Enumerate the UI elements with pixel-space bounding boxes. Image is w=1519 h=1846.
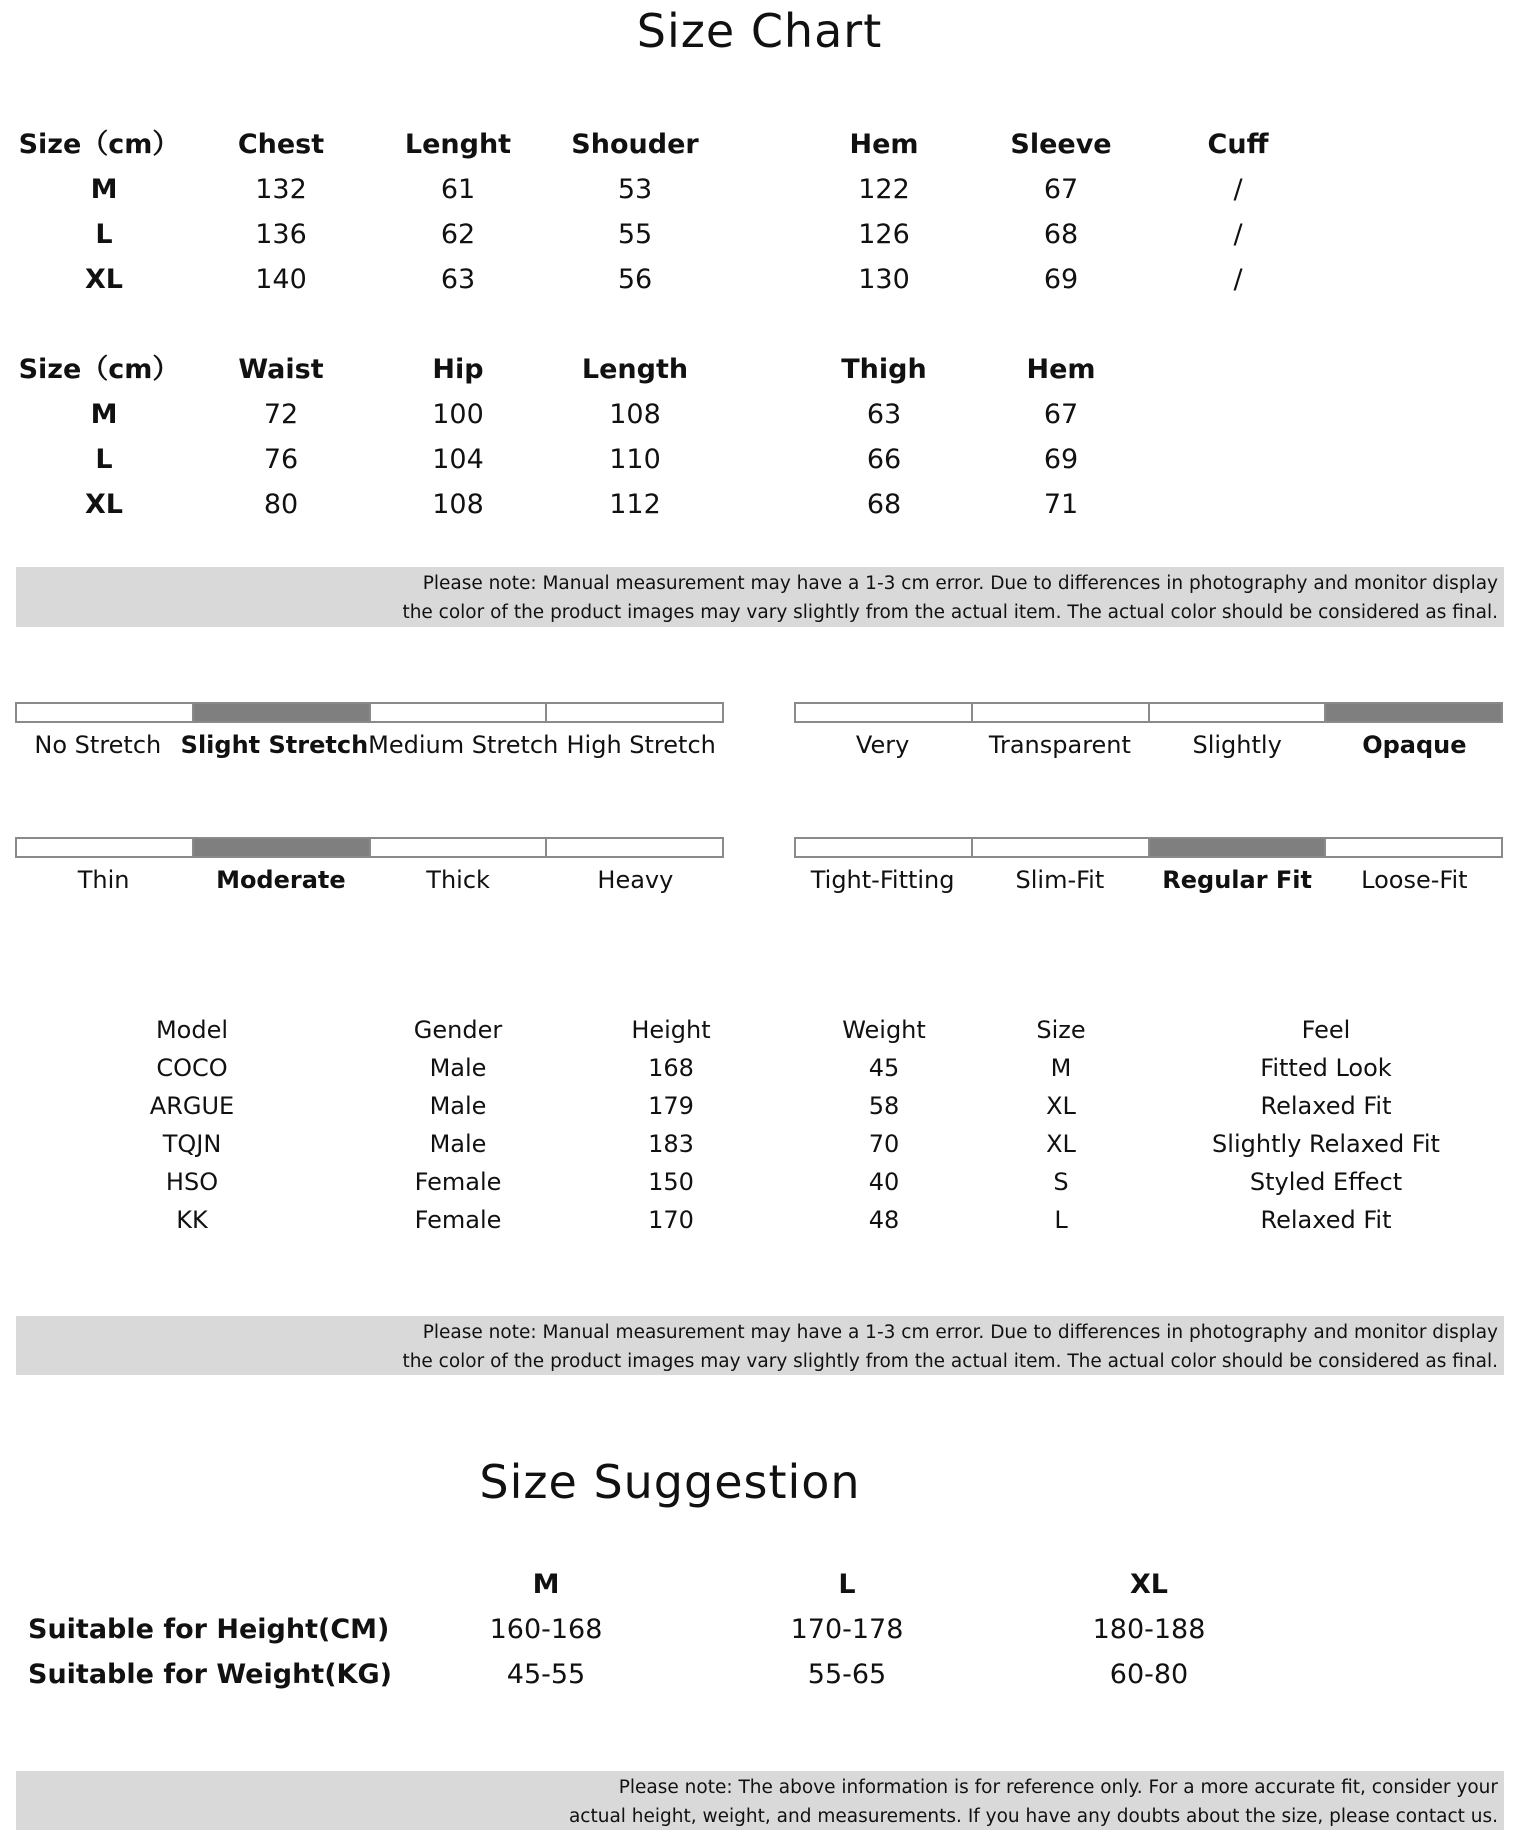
table-cell: M [90,399,118,430]
scale-segment-selected [194,839,371,856]
scale-label: Thick [426,866,490,894]
table-cell: L [95,444,113,475]
scale-label: No Stretch [34,731,162,759]
table-cell: 63 [440,264,476,295]
opacity-scale [794,702,1503,723]
model-header: Feel [1301,1016,1351,1044]
table-cell: 179 [648,1092,694,1120]
table-cell: 48 [868,1206,900,1234]
note-line: Please note: Manual measurement may have a 1-3 cm error. Due to differences in photography and monitor display [422,1322,1498,1343]
scale-label: Slightly [1192,731,1282,759]
table-cell: 76 [263,444,299,475]
scale-label: Heavy [597,866,674,894]
table-cell: 45-55 [506,1659,586,1690]
table-cell: 170 [648,1206,694,1234]
table-cell: S [1053,1168,1069,1196]
reference-note [16,1771,1504,1830]
scale-label-selected: Opaque [1362,731,1467,759]
table-cell: 110 [609,444,661,475]
table-cell: Styled Effect [1249,1168,1403,1196]
table-header: Size（cm） [18,129,180,160]
table-cell: Fitted Look [1260,1054,1392,1082]
table-cell: M [1050,1054,1072,1082]
table-cell: 69 [1043,444,1079,475]
scale-segment [1150,704,1327,721]
table-cell: 108 [609,399,661,430]
thickness-labels [15,866,724,894]
table-cell: 170-178 [790,1614,904,1645]
note-line: Please note: The above information is for reference only. For a more accurate fit, consider your [618,1777,1498,1798]
table-header: Chest [237,129,325,160]
table-cell: 122 [858,174,910,205]
table-cell: 100 [432,399,484,430]
table-header: Waist [238,354,324,385]
table-cell: 63 [866,399,902,430]
table-cell: 183 [648,1130,694,1158]
table-cell: Male [429,1130,487,1158]
model-table [0,1011,1519,1241]
table-cell: 56 [617,264,653,295]
table-cell: L [95,219,113,250]
table-cell: 69 [1043,264,1079,295]
stretch-labels [15,731,724,759]
table-cell: XL [84,264,124,295]
table-cell: 68 [866,489,902,520]
scale-segment [796,704,973,721]
note-line: Please note: Manual measurement may have a 1-3 cm error. Due to differences in photography and monitor display [422,573,1498,594]
scale-label: Transparent [988,731,1131,759]
table-cell: 68 [1043,219,1079,250]
table-cell: XL [84,489,124,520]
top-size-table [0,122,1519,302]
table-header: Lenght [404,129,512,160]
measurement-note [16,567,1504,627]
model-header: Height [631,1016,711,1044]
table-cell: 70 [868,1130,900,1158]
model-header: Weight [842,1016,926,1044]
table-header: Sleeve [1010,129,1112,160]
suggestion-title: Size Suggestion [479,1455,861,1509]
height-label: Suitable for Height(CM) [28,1614,390,1645]
table-cell: 132 [255,174,307,205]
scale-label-selected: Moderate [216,866,346,894]
scale-segment-selected [1326,704,1501,721]
table-cell: Relaxed Fit [1260,1092,1392,1120]
bottom-size-table [0,347,1519,527]
table-header: Hem [1026,354,1096,385]
table-cell: 136 [255,219,307,250]
scale-segment-selected [1150,839,1327,856]
scale-label: Slim-Fit [1015,866,1105,894]
table-cell: Relaxed Fit [1260,1206,1392,1234]
scale-segment [371,704,548,721]
table-cell: Male [429,1054,487,1082]
scale-label-selected: Slight Stretch [180,731,369,759]
scale-label: Thin [77,866,130,894]
note-line: actual height, weight, and measurements. If you have any doubts about the size, please contact us. [568,1806,1498,1827]
table-cell: TQJN [162,1130,222,1158]
table-cell: 80 [263,489,299,520]
table-cell: 72 [263,399,299,430]
table-cell: Male [429,1092,487,1120]
table-cell: XL [1046,1130,1076,1158]
model-header: Gender [413,1016,503,1044]
table-cell: 130 [858,264,910,295]
table-cell: 58 [868,1092,900,1120]
table-cell: XL [1046,1092,1076,1120]
table-header: Cuff [1207,129,1269,160]
page-title: Size Chart [636,4,883,58]
table-cell: COCO [156,1054,228,1082]
table-header: Thigh [841,354,927,385]
table-cell: L [1054,1206,1068,1234]
table-cell: 55 [617,219,653,250]
fit-labels [794,866,1503,894]
scale-label: Very [855,731,910,759]
table-cell: 71 [1043,489,1079,520]
stretch-scale [15,702,724,723]
table-cell: 60-80 [1109,1659,1189,1690]
table-cell: / [1233,174,1243,205]
table-cell: 104 [432,444,484,475]
scale-segment [371,839,548,856]
table-header: Size（cm） [18,354,180,385]
table-cell: 67 [1043,174,1079,205]
table-header: Hem [849,129,919,160]
model-header: Model [155,1016,229,1044]
scale-segment [796,839,973,856]
scale-segment [973,704,1150,721]
table-cell: 66 [866,444,902,475]
table-cell: KK [176,1206,208,1234]
model-header: Size [1036,1016,1086,1044]
scale-label-selected: Regular Fit [1162,866,1312,894]
table-cell: Female [414,1168,502,1196]
note-line: the color of the product images may vary slightly from the actual item. The actual color should be considered as final. [402,602,1498,623]
table-cell: HSO [165,1168,219,1196]
scale-segment [547,704,722,721]
scale-label: High Stretch [566,731,716,759]
table-cell: 62 [440,219,476,250]
scale-segment-selected [194,704,371,721]
table-header: Shouder [571,129,699,160]
table-cell: M [90,174,118,205]
scale-segment [1326,839,1501,856]
suggestion-size: L [838,1569,856,1600]
suggestion-size: M [532,1569,560,1600]
weight-label: Suitable for Weight(KG) [28,1659,392,1690]
thickness-scale [15,837,724,858]
table-header: Length [581,354,689,385]
table-cell: 40 [868,1168,900,1196]
note-line: the color of the product images may vary slightly from the actual item. The actual color should be considered as final. [402,1351,1498,1372]
table-cell: ARGUE [149,1092,235,1120]
table-cell: 112 [609,489,661,520]
scale-segment [17,839,194,856]
table-cell: 168 [648,1054,694,1082]
table-cell: Female [414,1206,502,1234]
scale-segment [17,704,194,721]
scale-label: Medium Stretch [368,731,559,759]
size-suggestion-table [0,1562,1519,1702]
scale-segment [973,839,1150,856]
suggestion-size: XL [1129,1569,1169,1600]
table-cell: 53 [617,174,653,205]
table-cell: 140 [255,264,307,295]
table-cell: 61 [440,174,476,205]
table-header: Hip [432,354,484,385]
table-cell: / [1233,264,1243,295]
table-cell: 126 [858,219,910,250]
scale-label: Loose-Fit [1361,866,1468,894]
table-cell: 67 [1043,399,1079,430]
table-cell: 150 [648,1168,694,1196]
opacity-labels [794,731,1503,759]
table-cell: / [1233,219,1243,250]
table-cell: 160-168 [489,1614,603,1645]
table-cell: Slightly Relaxed Fit [1212,1130,1440,1158]
table-cell: 108 [432,489,484,520]
measurement-note [16,1316,1504,1375]
table-cell: 180-188 [1092,1614,1206,1645]
table-cell: 45 [868,1054,900,1082]
fit-scale [794,837,1503,858]
table-cell: 55-65 [807,1659,887,1690]
scale-label: Tight-Fitting [810,866,955,894]
scale-segment [547,839,722,856]
